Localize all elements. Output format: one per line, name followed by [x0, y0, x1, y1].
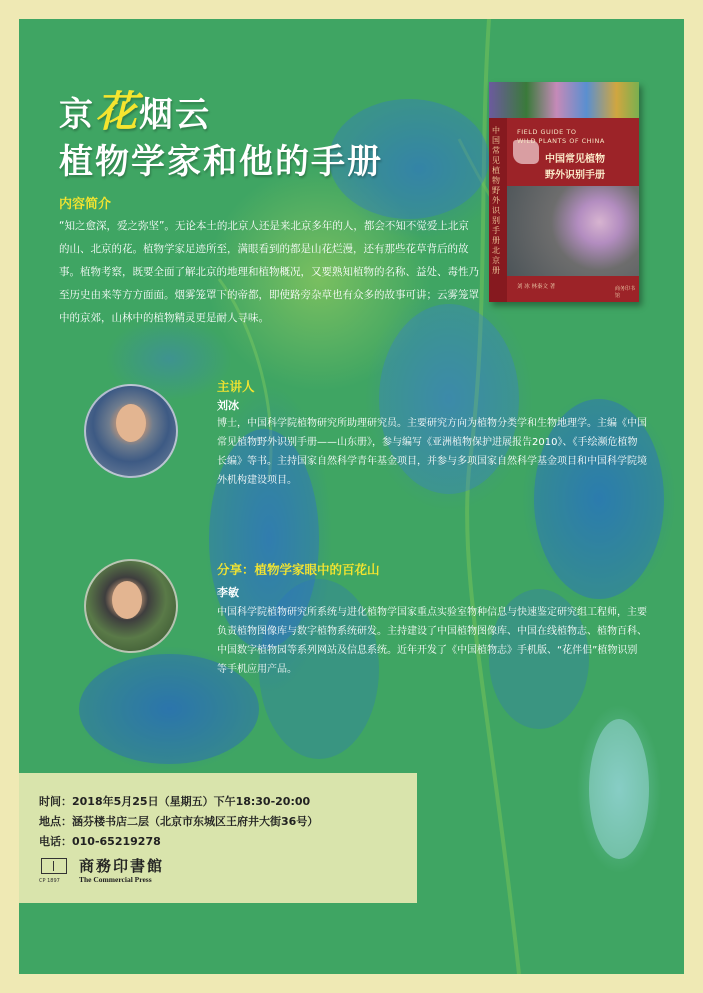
book-english-title: FIELD GUIDE TO WILD PLANTS OF CHINA: [517, 128, 605, 145]
book-publisher: 商务印书馆: [615, 286, 636, 299]
event-time: 时间：2018年5月25日（星期五）下午18:30-20:00: [39, 795, 311, 808]
book-spine-text: 中国常见植物野外识别手册北京册: [492, 126, 500, 275]
book-flower-photo: [507, 186, 639, 276]
title-rest: 烟云: [139, 95, 212, 135]
speaker2-heading: 分享：植物学家眼中的百花山: [217, 562, 380, 577]
speaker1-name: 刘冰: [217, 399, 239, 412]
event-place: 地点：涵芬楼书店二层（北京市东城区王府井大街36号）: [39, 815, 319, 828]
speaker2-avatar: [84, 559, 178, 653]
intro-heading: 内容简介: [59, 197, 112, 212]
intro-text: “知之愈深，爱之弥坚”。无论本土的北京人还是来北京多年的人，都会不知不觉爱上北京的山、北京的花。植物学家足迹所至，满眼看到的都是山花烂漫，还有那些花草背后的故事。植物考察，既要全面了解北京的地理和植物概况，又要熟知植物的名称、益处、毒性乃至历史由来等方方面面。烟雾笼罩下的帝都，即使路旁杂草也有众多的故事可讲；云雾笼罩中的京郊，山林中的植物精灵更是耐人寻味。: [59, 220, 479, 324]
page-title-line1: [59, 79, 211, 139]
page-title-line2: 植物学家和他的手册: [59, 142, 383, 182]
commercial-press-logo-icon: [41, 858, 67, 874]
event-phone: 电话：010-65219278: [39, 835, 161, 848]
book-cover: [489, 82, 639, 302]
speaker1-bio: 博士，中国科学院植物研究所助理研究员。主要研究方向为植物分类学和生物地理学。主编《中国常见植物野外识别手册——山东册》，参与编写《亚洲植物保护进展报告2010》、《手绘濒危植物长编》等书。主持国家自然科学青年基金项目，并参与多项国家自然科学基金项目和中国科学院境外机构建设项目。: [217, 418, 647, 486]
title-char: 京: [59, 95, 95, 135]
book-chinese-title: 中国常见植物 野外识别手册: [545, 154, 605, 181]
book-photo-strip: [489, 82, 639, 118]
speaker2-bio: 中国科学院植物研究所系统与进化植物学国家重点实验室物种信息与快速鉴定研究组工程师，主要负责植物图像库与数字植物系统研发。主持建设了中国植物图像库、中国在线植物志、植物百科、中国数字植物园等系列网站及信息系统。近年开发了《中国植物志》手机版、“花伴侣”植物识别等手机应用产品。: [217, 607, 647, 675]
event-poster: [19, 19, 684, 974]
book-authors: 刘 冰 林秦文 著: [517, 284, 556, 290]
publisher-logo-cn: 商務印書館: [79, 857, 165, 875]
speaker2-name: 李敏: [217, 586, 239, 599]
title-highlight-char: 花: [95, 87, 140, 136]
speaker1-heading: 主讲人: [217, 379, 255, 394]
logo-small-text: CP 1897: [39, 878, 60, 884]
book-spine: [489, 118, 507, 302]
speaker1-avatar: [84, 384, 178, 478]
publisher-logo-en: The Commercial Press: [79, 875, 152, 884]
